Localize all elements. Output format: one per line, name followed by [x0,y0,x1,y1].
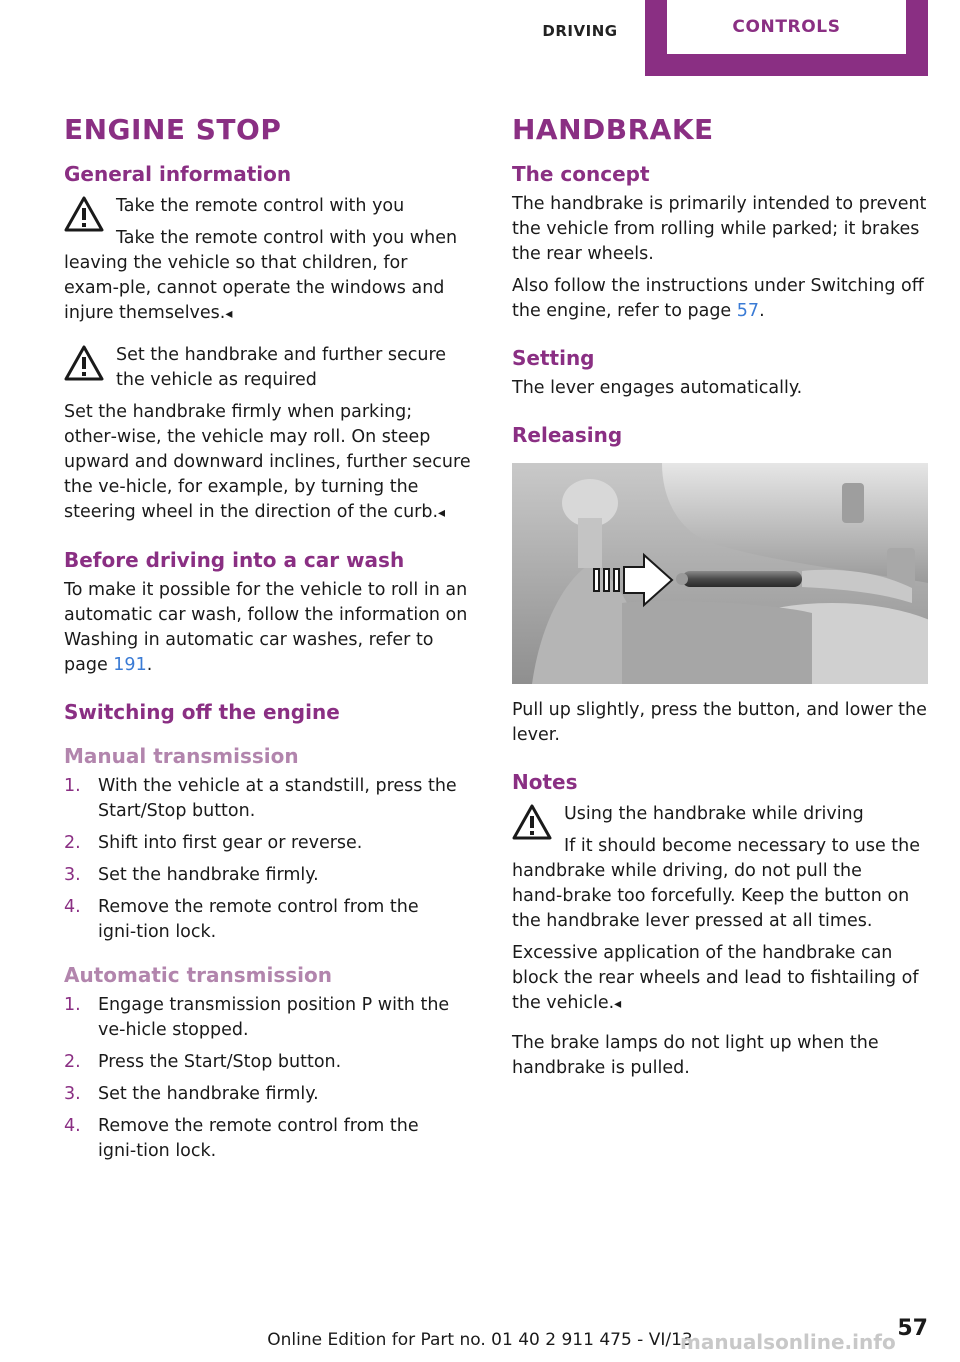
concept-paragraph: The handbrake is primarily intended to prevent the vehicle from rolling while parked; it brakes the rear wheels. [512,194,927,264]
manual-transmission-heading: Manual transmission [64,744,299,768]
warning-title: Set the handbrake and further secure the vehicle as required [116,345,447,390]
warning-handbrake [64,343,478,393]
list-item: 4. Remove the remote control from the igni‑tion lock. [64,897,419,942]
warning-handbrake-driving [512,802,928,859]
warning-remote-control [64,194,478,251]
concept-heading: The concept [512,162,650,186]
brake-lamps-note: The brake lamps do not light up when the handbrake is pulled. [512,1033,879,1078]
warning-body: Set the handbrake firmly when parking; other‑wise, the vehicle may roll. On steep upward and downward inclines, further secure the ve‑hicle, for example, by turning the steering wheel in the direction of the curb.◂ [64,402,471,522]
end-of-warning-icon: ◂ [438,505,446,521]
list-item: 1. With the vehicle at a standstill, press the Start/Stop button. [64,776,457,821]
list-item: 2. Press the Start/Stop button. [64,1052,342,1072]
header-chapter-tab [645,0,928,76]
engine-stop-title: ENGINE STOP [64,113,282,146]
warning-triangle-icon [64,345,104,381]
car-wash-heading: Before driving into a car wash [64,548,405,572]
automatic-steps-list [64,993,478,1164]
right-column [512,110,928,1088]
releasing-caption: Pull up slightly, press the button, and lower the lever. [512,700,927,745]
watermark: manualsonline.info [680,1330,896,1354]
warning-body-first-line: Take the remote control with you when [116,228,458,248]
setting-text: The lever engages automatically. [512,378,803,398]
header-section-label: DRIVING [542,22,618,40]
header-chapter-label: CONTROLS [667,0,906,54]
list-item: 4. Remove the remote control from the igni‑tion lock. [64,1116,419,1161]
setting-heading: Setting [512,346,595,370]
warning-body-2: Excessive application of the handbrake can block the rear wheels and lead to fishtailing of the vehicle.◂ [512,943,919,1013]
footer-edition-text: Online Edition for Part no. 01 40 2 911 475 - VI/13 [267,1330,693,1350]
general-info-heading: General information [64,162,292,186]
concept-paragraph-2: Also follow the instructions under Switching off the engine, refer to page 57. [512,276,924,321]
handbrake-title: HANDBRAKE [512,113,714,146]
end-of-warning-icon: ◂ [614,996,622,1012]
warning-body: handbrake while driving, do not pull the hand‑brake too forcefully. Keep the button on the handbrake lever pressed at all times. [512,861,910,931]
switching-off-heading: Switching off the engine [64,700,340,724]
warning-title: Using the handbrake while driving [564,804,864,824]
automatic-transmission-heading: Automatic transmission [64,963,332,987]
list-item: 2. Shift into first gear or reverse. [64,833,363,853]
warning-triangle-icon [64,196,104,232]
page-link[interactable]: 57 [736,301,760,321]
handbrake-photo [512,463,928,684]
list-item: 3. Set the handbrake firmly. [64,865,319,885]
end-of-warning-icon: ◂ [225,306,233,322]
page-number: 57 [897,1316,928,1341]
notes-heading: Notes [512,770,578,794]
warning-triangle-icon [512,804,552,840]
left-column [64,110,478,1171]
page-link[interactable]: 191 [113,655,147,675]
manual-steps-list [64,774,478,945]
warning-body: leaving the vehicle so that children, for exam‑ple, cannot operate the windows and injure themselves.◂ [64,253,445,323]
car-wash-text: To make it possible for the vehicle to roll in an automatic car wash, follow the information on Washing in automatic car washes, refer to page 191. [64,580,468,675]
warning-title: Take the remote control with you [116,196,405,216]
releasing-heading: Releasing [512,423,623,447]
list-item: 3. Set the handbrake firmly. [64,1084,319,1104]
list-item: 1. Engage transmission position P with the ve‑hicle stopped. [64,995,450,1040]
page-header [0,0,960,80]
warning-body-first-line: If it should become necessary to use the [564,836,920,856]
